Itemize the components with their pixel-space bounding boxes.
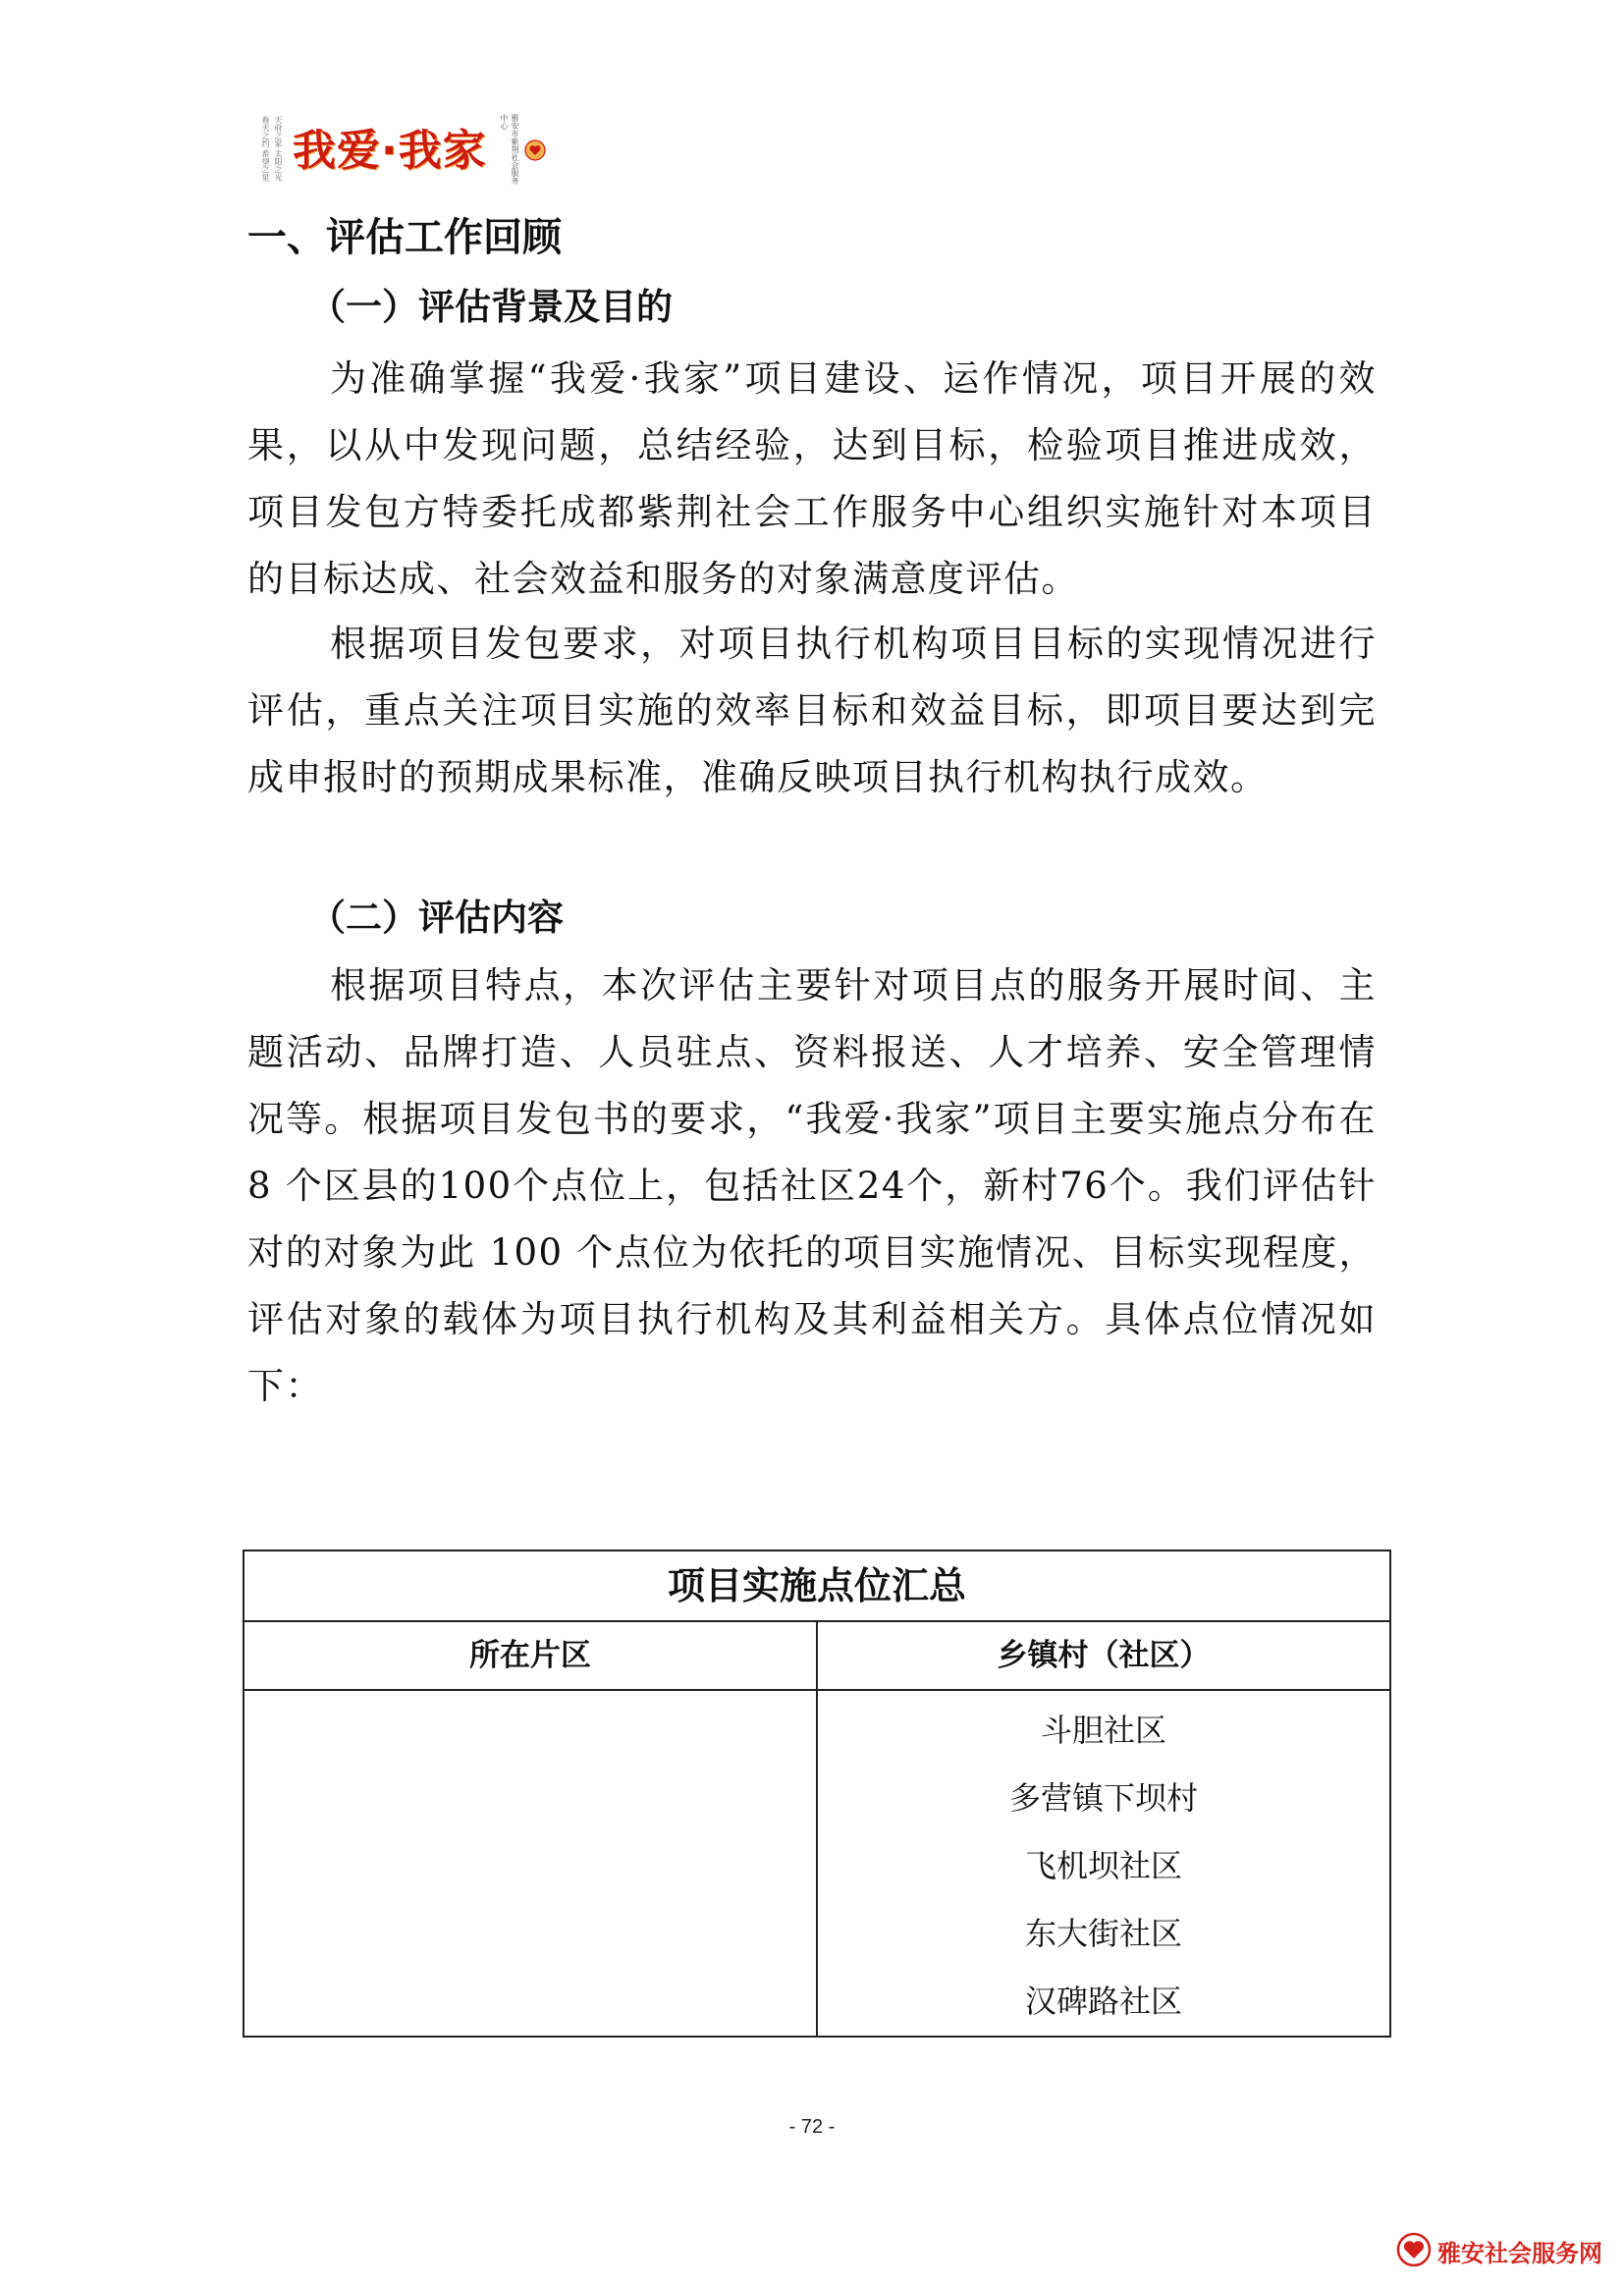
- heart-logo-icon: [1396, 2232, 1432, 2267]
- section-heading: 一、评估工作回顾: [247, 215, 562, 260]
- paragraph: 为准确掌握“我爱·我家”项目建设、运作情况，项目开展的效果，以从中发现问题，总结经验，达到目标，检验项目推进成效，项目发包方特委托成都紫荆社会工作服务中心组织实施针对本项目的目标达成、社会效益和服务的对象满意度评估。: [247, 357, 1377, 600]
- page-number: - 72 -: [788, 2116, 836, 2138]
- village-item: 汉碑路社区: [1024, 1983, 1182, 2020]
- paragraph: 根据项目特点，本次评估主要针对项目点的服务开展时间、主题活动、品牌打造、人员驻点、资料报送、人才培养、安全管理情况等。根据项目发包书的要求，“我爱·我家”项目主要实施点分布在8 个区县的100个点位上，包括社区24个，新村76个。我们评估针对的对象为此 100 个点位为依托的项目实施情况、目标实现程度，评估对象的载体为项目执行机构及其利益相关方。具体点位情况如下：: [247, 964, 1377, 1407]
- logo-left-caption: 天府之家 太阳之光 春天之约 希望之星: [261, 116, 283, 182]
- logo-right-caption: 雅安市紫荆社会服务中心: [500, 114, 519, 185]
- village-item: 多营镇下坝村: [1008, 1779, 1198, 1817]
- subsection-heading-content: （二）评估内容: [309, 897, 564, 939]
- subsection-heading-background: （一）评估背景及目的: [309, 286, 673, 328]
- logo-title: 我爱·我家: [293, 126, 487, 176]
- paragraph: 根据项目发包要求，对项目执行机构项目目标的实现情况进行评估，重点关注项目实施的效率目标和效益目标，即项目要达到完成申报时的预期成果标准，准确反映项目执行机构执行成效。: [247, 623, 1377, 798]
- table-title: 项目实施点位汇总: [244, 1551, 1390, 1621]
- table-row: [244, 1690, 1390, 2037]
- watermark-text: 雅安社会服务网: [1437, 2240, 1602, 2267]
- heart-badge-icon: [524, 139, 546, 161]
- village-item: 斗胆社区: [1040, 1712, 1166, 1749]
- village-item: 东大街社区: [1024, 1915, 1182, 1952]
- table-header-area: 所在片区: [244, 1621, 817, 1690]
- site-watermark: [1396, 2224, 1617, 2275]
- village-item: 飞机坝社区: [1024, 1847, 1182, 1884]
- table-cell-area: [244, 1690, 817, 2037]
- table-cell-villages: [817, 1690, 1390, 2037]
- site-summary-table: [243, 1550, 1391, 2038]
- table-header-villages: 乡镇村（社区）: [817, 1621, 1390, 1690]
- project-logo: [245, 110, 540, 198]
